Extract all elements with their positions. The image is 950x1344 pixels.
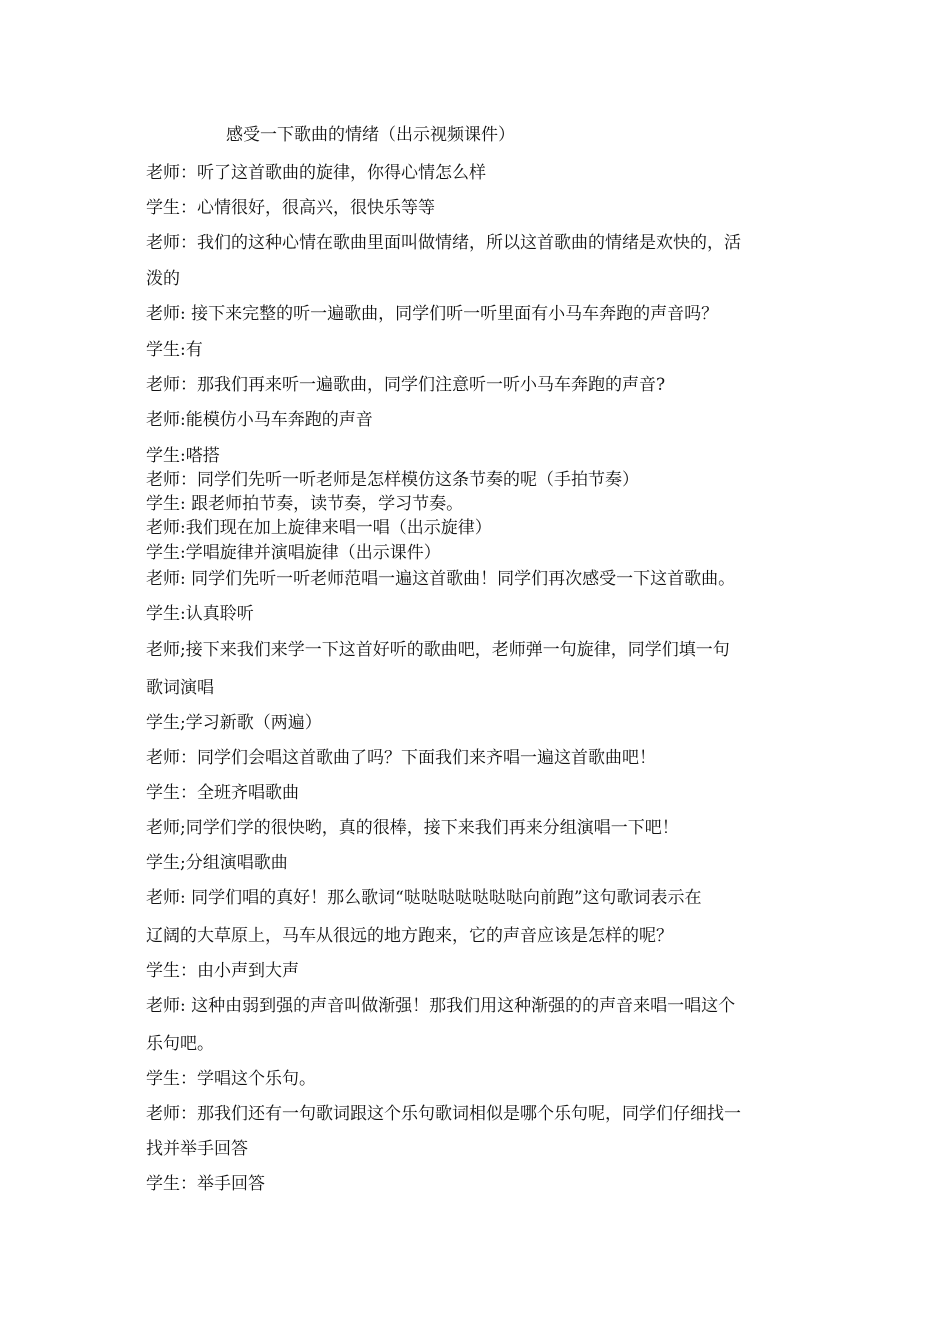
text-line: 老师: 同学们唱的真好！那么歌词“哒哒哒哒哒哒哒向前跑”这句歌词表示在 [146, 888, 702, 908]
text-line: 学生:嗒搭 [146, 446, 220, 466]
text-line: 老师: 同学们先听一听老师范唱一遍这首歌曲！同学们再次感受一下这首歌曲。 [146, 569, 736, 589]
text-line: 老师;接下来我们来学一下这首好听的歌曲吧，老师弹一句旋律，同学们填一句 [146, 640, 730, 660]
text-line: 老师;同学们学的很快哟，真的很棒，接下来我们再来分组演唱一下吧！ [146, 818, 679, 838]
text-line: 老师: 这种由弱到强的声音叫做渐强！那我们用这种渐强的的声音来唱一唱这个 [146, 996, 736, 1016]
text-line: 学生：全班齐唱歌曲 [146, 783, 299, 803]
text-line: 学生：心情很好，很高兴，很快乐等等 [146, 198, 435, 218]
text-line: 学生：学唱这个乐句。 [146, 1069, 316, 1089]
text-line: 老师：我们的这种心情在歌曲里面叫做情绪，所以这首歌曲的情绪是欢快的，活 [146, 233, 741, 253]
text-line: 辽阔的大草原上，马车从很远的地方跑来，它的声音应该是怎样的呢？ [146, 926, 673, 946]
text-line: 歌词演唱 [146, 678, 214, 698]
text-line: 学生: 跟老师拍节奏，读节奏，学习节奏。 [146, 494, 464, 514]
text-line: 老师：那我们再来听一遍歌曲，同学们注意听一听小马车奔跑的声音? [146, 375, 666, 395]
text-line: 学生:学唱旋律并演唱旋律（出示课件） [146, 543, 441, 563]
text-line: 老师：听了这首歌曲的旋律，你得心情怎么样 [146, 163, 486, 183]
text-line: 学生:有 [146, 340, 203, 360]
text-line: 学生：由小声到大声 [146, 961, 299, 981]
text-line: 找并举手回答 [146, 1139, 248, 1159]
text-line: 老师：同学们先听一听老师是怎样模仿这条节奏的呢（手拍节奏） [146, 470, 639, 490]
text-line: 泼的 [146, 269, 180, 289]
text-line: 老师:能模仿小马车奔跑的声音 [146, 410, 373, 430]
text-line: 学生;学习新歌（两遍） [146, 713, 322, 733]
text-line: 老师: 接下来完整的听一遍歌曲，同学们听一听里面有小马车奔跑的声音吗？ [146, 304, 719, 324]
text-line: 学生：举手回答 [146, 1174, 265, 1194]
text-line: 学生:认真聆听 [146, 604, 254, 624]
text-line: 老师:我们现在加上旋律来唱一唱（出示旋律） [146, 518, 492, 538]
text-line: 老师：同学们会唱这首歌曲了吗？下面我们来齐唱一遍这首歌曲吧！ [146, 748, 656, 768]
text-line: 学生;分组演唱歌曲 [146, 853, 288, 873]
text-line: 老师：那我们还有一句歌词跟这个乐句歌词相似是哪个乐句呢，同学们仔细找一 [146, 1104, 741, 1124]
text-line: 乐句吧。 [146, 1034, 214, 1054]
text-line: 感受一下歌曲的情绪（出示视频课件） [226, 125, 515, 145]
